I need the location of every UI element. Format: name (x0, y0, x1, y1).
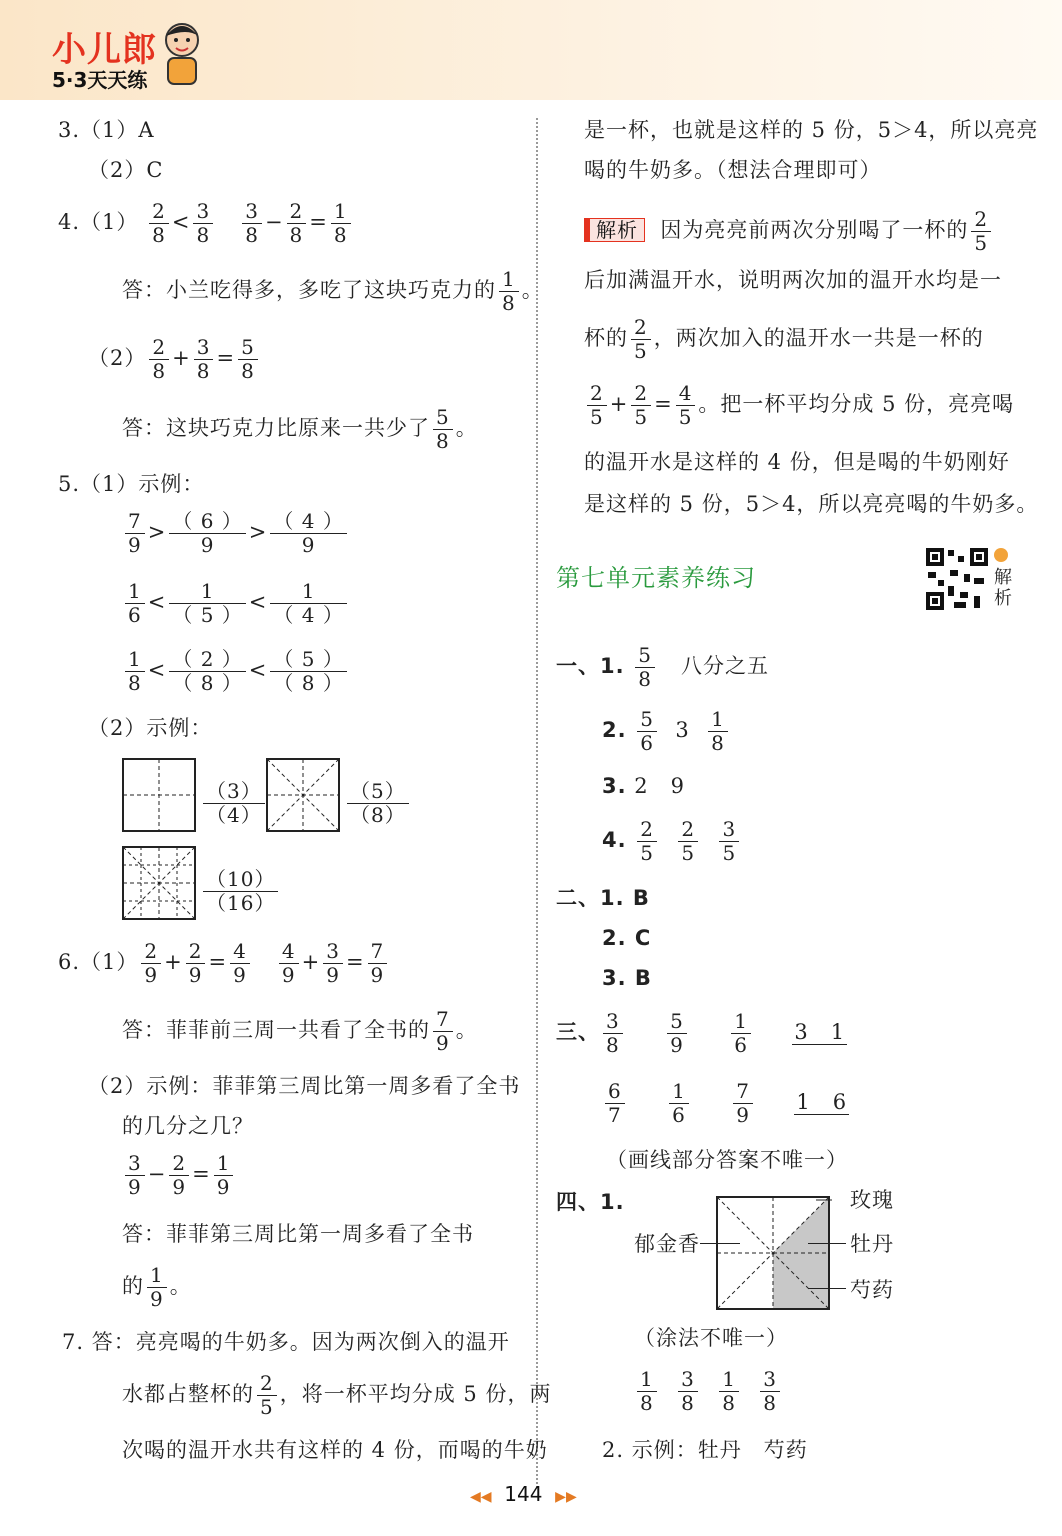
s2-q3: 3. B (602, 966, 652, 990)
q5-label: 5.（1）示例： (58, 472, 205, 496)
leader-line-d (808, 1288, 846, 1289)
label-rose: 玫瑰 (850, 1188, 894, 1212)
label-peony: 牡丹 (850, 1232, 894, 1256)
label-paeonia: 芍药 (850, 1278, 894, 1302)
q5-row2: $\frac{1}{6}$ < $\frac{1}{( 5 )}$ < $\frac{1}{( 4 )}$ (122, 580, 350, 627)
mascot-icon (158, 18, 206, 88)
q7-cont2: 喝的牛奶多。（想法合理即可） (584, 158, 882, 182)
leader-line-b (700, 1243, 740, 1244)
q6-b-line2: 的几分之几？ (122, 1114, 254, 1138)
q7-line1: 7. 答：亮亮喝的牛奶多。因为两次倒入的温开 (62, 1330, 510, 1354)
brand-logo: 小儿郎 (52, 30, 157, 70)
qr-label: 解析 (994, 567, 1012, 609)
s2-q1: 二、1. B (556, 886, 650, 910)
q4-equation: 4.（1） $\frac{2}{8}$ < $\frac{3}{8}$ $\frac{3}{8}$ − $\frac{2}{8}$ = $\frac{1}{8}$ (58, 200, 354, 247)
s3-row1: 三、 $\frac{3}{8}$ $\frac{5}{9}$ $\frac{1}{6}$ 3 1 (556, 1009, 846, 1057)
flower-bed-diagram (716, 1196, 832, 1310)
q6-b-line1: （2）示例：菲菲第三周比第一周多看了全书 (88, 1074, 521, 1098)
q6-answer1: 答：菲菲前三周一共看了全书的 $\frac{7}{9}$ 。 (122, 1007, 478, 1055)
column-divider (536, 118, 538, 1488)
unit-title: 第七单元素养练习 (556, 564, 756, 592)
prev-arrow-icon: ◀◀ (470, 1489, 492, 1505)
next-arrow-icon: ▶▶ (555, 1489, 577, 1505)
leader-line-c (808, 1243, 846, 1244)
fraction-label-1: $\frac{(3)}{(4)}$ (200, 780, 268, 827)
s4-q2: 2. 示例：牡丹 芍药 (602, 1438, 808, 1462)
s1-q4: 4. $\frac{2}{5}$ $\frac{2}{5}$ $\frac{3}{5}$ (602, 818, 742, 865)
s3-note: （画线部分答案不唯一） (606, 1148, 848, 1172)
s2-q2: 2. C (602, 926, 652, 950)
q4-answer2: 答：这块巧克力比原来一共少了 $\frac{5}{8}$ 。 (122, 405, 478, 453)
q7-line3: 次喝的温开水共有这样的 4 份，而喝的牛奶 (122, 1438, 548, 1462)
q5-b-label: （2）示例： (88, 716, 213, 740)
analysis-line1: 解析 因为亮亮前两次分别喝了一杯的 $\frac{2}{5}$ (584, 208, 994, 255)
s1-q2: 2. $\frac{5}{6}$ 3 $\frac{1}{8}$ (602, 708, 731, 755)
q4-answer1: 答：小兰吃得多，多吃了这块巧克力的 $\frac{1}{8}$ 。 (122, 267, 544, 315)
fraction-label-3: $\frac{(10)}{(16)}$ (200, 868, 281, 915)
analysis-line3: 杯的 $\frac{2}{5}$ ，两次加入的温开水一共是一杯的 (584, 315, 984, 363)
s1-q3: 3. 2 9 (602, 774, 686, 798)
q4-equation2: （2） $\frac{2}{8}$ + $\frac{3}{8}$ = $\frac{5}{8}$ (88, 336, 261, 383)
square-diagram-2 (266, 758, 340, 832)
analysis-line5: 的温开水是这样的 4 份，但是喝的牛奶刚好 (584, 450, 1010, 474)
q7-cont1: 是一杯，也就是这样的 5 份，5＞4，所以亮亮 (584, 118, 1039, 142)
play-icon (994, 548, 1008, 562)
q7-line2: 水都占整杯的 $\frac{2}{5}$ ，将一杯平均分成 5 份，两 (122, 1371, 552, 1419)
s3-row2: $\frac{6}{7}$ $\frac{1}{6}$ $\frac{7}{9}$ 1 6 (602, 1080, 849, 1127)
q6-equation: 6.（1） $\frac{2}{9}$ + $\frac{2}{9}$ = $\frac{4}{9}$ $\frac{4}{9}$ + $\frac{3}{9}$ = $\frac{7}{9}$ (58, 940, 390, 987)
s4-note: （涂法不唯一） (634, 1326, 788, 1350)
q6-answer2b: 的 $\frac{1}{9}$ 。 (122, 1263, 192, 1311)
analysis-tag: 解析 (584, 218, 645, 242)
s4-fractions: $\frac{1}{8}$ $\frac{3}{8}$ $\frac{1}{8}$ $\frac{3}{8}$ (634, 1368, 783, 1415)
analysis-line2: 后加满温开水，说明两次加的温开水均是一 (584, 268, 1002, 292)
fraction-label-2: $\frac{(5)}{(8)}$ (344, 780, 412, 827)
q6-equation2: $\frac{3}{9}$ − $\frac{2}{9}$ = $\frac{1}{9}$ (122, 1152, 236, 1199)
q5-row3: $\frac{1}{8}$ < $\frac{( 2 )}{( 8 )}$ < $\frac{( 5 )}{( 8 )}$ (122, 648, 350, 695)
qr-code-icon[interactable] (924, 546, 990, 612)
square-diagram-1 (122, 758, 196, 832)
q5-row1: $\frac{7}{9}$ > $\frac{( 6 )}{9}$ > $\frac{( 4 )}{9}$ (122, 510, 350, 557)
square-diagram-3 (122, 846, 196, 920)
analysis-line4: $\frac{2}{5}$ + $\frac{2}{5}$ = $\frac{4}{5}$ 。把一杯平均分成 5 份，亮亮喝 (584, 382, 1014, 429)
brand-subtitle: 5·3天天练 (52, 68, 148, 92)
analysis-line6: 是这样的 5 份，5＞4，所以亮亮喝的牛奶多。 (584, 492, 1039, 516)
label-tulip: 郁金香 (634, 1232, 700, 1256)
q3-a: 3.（1）A (58, 118, 155, 142)
s4-q1: 四、1. (556, 1190, 625, 1214)
s1-q1: 一、1. $\frac{5}{8}$ 八分之五 (556, 643, 770, 691)
page-number: ◀◀ 144 ▶▶ (470, 1482, 577, 1506)
q3-b: （2）C (88, 158, 164, 182)
q6-answer2: 答：菲菲第三周比第一周多看了全书 (122, 1222, 474, 1246)
